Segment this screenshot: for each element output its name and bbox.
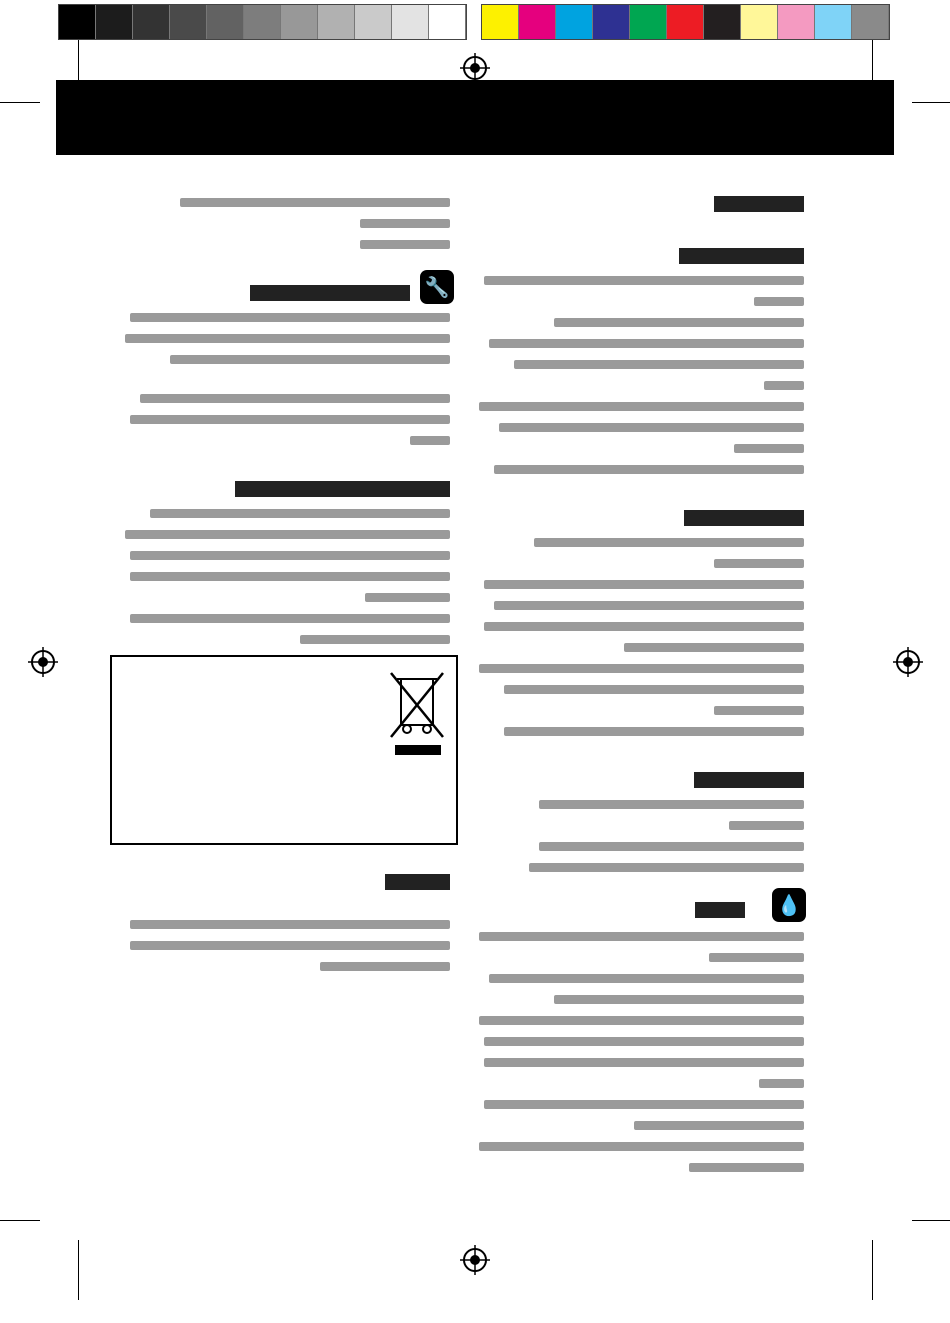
text-line — [554, 995, 804, 1004]
registration-mark-bottom — [460, 1245, 490, 1275]
text-line — [489, 339, 804, 348]
text-line — [529, 863, 804, 872]
header-band — [56, 80, 894, 155]
cleaning-section — [474, 932, 804, 1184]
text-line — [130, 614, 450, 623]
text-line — [764, 381, 804, 390]
text-line — [125, 334, 450, 343]
text-line — [714, 706, 804, 715]
text-line — [170, 355, 450, 364]
wrench-icon: 🔧 — [420, 270, 454, 304]
cleaning-heading — [695, 902, 745, 918]
section-heading — [385, 874, 450, 890]
text-line — [504, 727, 804, 736]
text-line — [130, 941, 450, 950]
text-line — [489, 974, 804, 983]
text-line — [484, 276, 804, 285]
text-line — [729, 821, 804, 830]
section-heading — [694, 772, 804, 788]
text-line — [624, 643, 804, 652]
text-line — [494, 465, 804, 474]
weee-notice-box — [110, 655, 458, 845]
text-line — [150, 509, 450, 518]
text-line — [130, 920, 450, 929]
section-heading — [684, 510, 804, 526]
text-line — [479, 664, 804, 673]
text-line — [734, 444, 804, 453]
text-line — [479, 402, 804, 411]
text-line — [754, 297, 804, 306]
text-line — [759, 1079, 804, 1088]
text-line — [534, 538, 804, 547]
text-line — [499, 423, 804, 432]
drop-icon: 💧 — [772, 888, 806, 922]
text-line — [140, 394, 450, 403]
text-line — [504, 685, 804, 694]
text-line — [554, 318, 804, 327]
text-line — [539, 842, 804, 851]
text-line — [365, 593, 450, 602]
text-line — [180, 198, 450, 207]
text-line — [709, 953, 804, 962]
section-heading — [250, 285, 410, 301]
text-line — [484, 622, 804, 631]
crossed-out-bin-icon — [387, 669, 447, 757]
section-heading — [235, 481, 450, 497]
text-line — [300, 635, 450, 644]
registration-mark-right — [893, 647, 923, 677]
text-line — [125, 530, 450, 539]
text-line — [130, 551, 450, 560]
text-line — [484, 580, 804, 589]
text-line — [484, 1037, 804, 1046]
registration-mark-top — [460, 53, 490, 83]
text-line — [539, 800, 804, 809]
text-line — [479, 932, 804, 941]
text-line — [484, 1058, 804, 1067]
right-column — [474, 190, 804, 884]
text-line — [714, 559, 804, 568]
section-heading — [714, 196, 804, 212]
text-line — [130, 415, 450, 424]
text-line — [360, 240, 450, 249]
left-lower-column — [120, 868, 450, 983]
text-line — [689, 1163, 804, 1172]
text-line — [130, 572, 450, 581]
text-line — [479, 1016, 804, 1025]
text-line — [360, 219, 450, 228]
text-line — [479, 1142, 804, 1151]
text-line — [130, 313, 450, 322]
text-line — [494, 601, 804, 610]
grayscale-bar — [58, 4, 467, 40]
text-line — [514, 360, 804, 369]
text-line — [484, 1100, 804, 1109]
process-color-bar — [481, 4, 890, 40]
text-line — [410, 436, 450, 445]
registration-mark-left — [28, 647, 58, 677]
text-line — [634, 1121, 804, 1130]
section-heading — [679, 248, 804, 264]
text-line — [320, 962, 450, 971]
left-column — [120, 198, 450, 656]
